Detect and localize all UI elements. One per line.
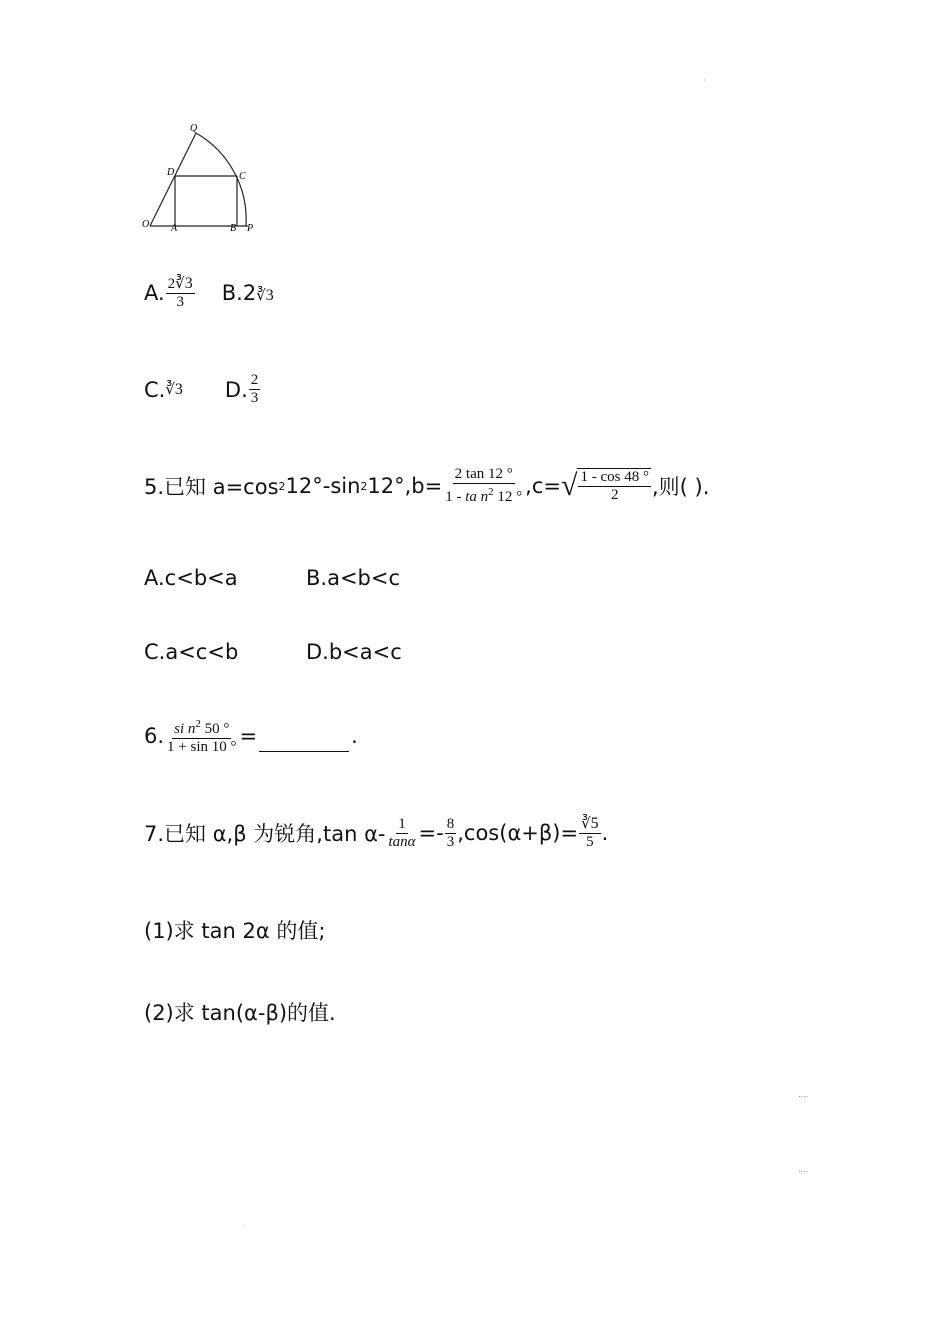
page-speck: .... <box>798 1165 809 1174</box>
ray-oq <box>150 133 196 226</box>
label-b: B <box>230 223 237 234</box>
q4-option-d-fraction: $\frac{2}{3}$ <box>250 372 259 406</box>
q4-option-a-fraction: $\frac{2∛3}{3}$ <box>167 275 193 310</box>
page-speck: · <box>243 1222 246 1231</box>
q4-option-d-prefix: D. <box>224 377 248 402</box>
page-speck: .... <box>798 1090 809 1099</box>
label-d: D <box>167 167 175 178</box>
question-7-part-1: (1)求 tan 2α 的值; <box>144 919 326 943</box>
q5-c-radical: √ $\frac{1 - \cos 48 ^\circ}{2}$ <box>560 469 649 503</box>
q5-option-b: B.a<b<c <box>306 566 401 590</box>
answer-blank <box>259 750 349 752</box>
q5-option-c: C.a<c<b <box>144 640 239 664</box>
label-q: Q <box>190 123 198 134</box>
page-speck: · <box>703 76 706 85</box>
label-a: A <box>171 223 178 234</box>
q7-cos-value: $\frac{∛5}{5}$ <box>581 815 599 850</box>
q7-eight-thirds: $\frac{8}{3}$ <box>446 815 455 850</box>
q5-option-a: A.c<b<a <box>144 566 238 590</box>
q4-option-b-prefix: B. <box>221 281 243 305</box>
label-c: C <box>239 171 246 182</box>
q5-b-fraction: $\frac{2 \tan 12 ^\circ}{1 - ta n^2 12 ^\circ}$ <box>445 466 523 505</box>
q4-option-a-prefix: A. <box>144 281 165 305</box>
q5-options-row1 <box>144 566 400 590</box>
question-7-part-2: (2)求 tan(α-β)的值. <box>144 1001 336 1025</box>
q5-option-d: D.b<a<c <box>306 640 402 664</box>
q4-options-row1 <box>144 275 274 311</box>
q6-fraction: $\frac{si n^2 50 ^\circ}{1 + \sin 10 ^\circ}$ <box>167 718 237 755</box>
question-6: 6. $\frac{si n^2 50 ^\circ}{1 + \sin 10 ^\circ}$ = . <box>144 718 358 755</box>
q4-options-row2 <box>144 372 261 407</box>
question-7: 7.已知 α,β 为锐角,tan α- $\frac{1}{\tan\alpha}$ =- $\frac{8}{3}$ ,cos(α+β)= $\frac{∛5}{5}$ . <box>144 815 609 850</box>
q7-reciprocal-fraction: $\frac{1}{\tan\alpha}$ <box>388 815 416 850</box>
question-5: 5.已知 a=cos 2 12°-sin 2 12°,b= $\frac{2 \tan 12 ^\circ}{1 - ta n^2 12 ^\circ}$ ,c= √ $\frac{1 - \cos 48 ^\circ}{2}$ ,则( ). <box>144 466 710 505</box>
q4-option-b-value: 2∛3 <box>242 281 274 305</box>
label-o: O <box>142 219 150 230</box>
q5-options-row2 <box>144 640 402 664</box>
q4-option-c-value: ∛3 <box>165 381 183 398</box>
q4-option-c-prefix: C. <box>144 377 166 402</box>
label-p: P <box>247 223 254 234</box>
sector-figure <box>138 118 268 238</box>
